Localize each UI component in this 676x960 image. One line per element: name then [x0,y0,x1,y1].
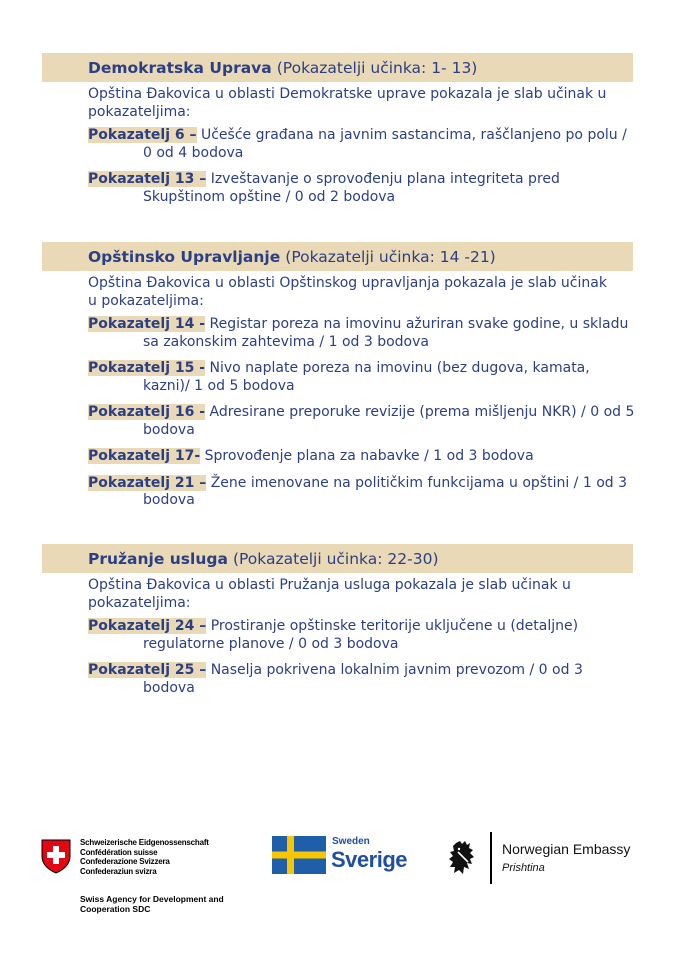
indicator-item [88,662,638,697]
section-subtitle: (Pokazatelji učinka: 1- 13) [276,58,478,77]
section-service-delivery [42,544,633,697]
section-title: Pružanje usluga [88,549,228,568]
sverige-text: Sverige [331,847,407,872]
section-intro: Opština Đakovica u oblasti Opštinskog upravljanja pokazala je slab učinak u pokazateljima: [88,275,607,309]
indicator-item [88,618,638,653]
indicator-text: Nivo naplate poreza na imovinu (bez dugova, kamata, kazni)/ 1 od 5 bodova [143,360,590,394]
divider [490,832,492,884]
indicator-text: Žene imenovane na političkim funkcijama u opštini / 1 od 3 bodova [143,474,628,508]
swiss-line: Confédération suisse [80,847,158,857]
indicator-item [88,316,638,351]
section-title: Opštinsko Upravljanje [88,247,281,266]
indicator-label: Pokazatelj 16 - [88,404,206,420]
indicator-item [88,171,638,206]
indicator-text: Adresirane preporuke revizije (prema mišljenju NKR) / 0 od 5 bodova [143,404,635,438]
section-municipal-management [42,242,633,510]
indicator-text: Naselja pokrivena lokalnim javnim prevozom / 0 od 3 bodova [143,662,583,696]
swiss-line: Confederaziun svizra [80,866,157,876]
indicator-label: Pokazatelj 14 - [88,316,206,332]
norwegian-embassy-text: Norwegian Embassy [502,841,631,857]
swiss-agency-text: Swiss Agency for Development and Cooperation SDC [80,894,224,914]
section-subtitle: (Pokazatelji učinka: 22-30) [232,549,439,568]
indicator-label: Pokazatelj 24 – [88,618,207,634]
indicator-text: Prostiranje opštinske teritorije uključene u (detaljne) regulatorne planove / 0 od 3 bodova [143,618,579,652]
swiss-cross-shield-icon [40,838,72,874]
norwegian-lion-crest-icon [448,840,478,876]
section-title: Demokratska Uprava [88,58,272,77]
indicator-label: Pokazatelj 6 – [88,127,197,143]
indicator-text: Sprovođenje plana za nabavke / 1 od 3 bodova [200,448,534,464]
section-subtitle: (Pokazatelji učinka: 14 -21) [285,247,496,266]
section-intro: Opština Đakovica u oblasti Pružanja usluga pokazala je slab učinak u pokazateljima: [88,577,571,611]
section-heading [42,53,633,82]
indicator-item [88,127,638,162]
indicator-item [88,404,638,439]
indicator-label: Pokazatelj 25 – [88,662,207,678]
sweden-english-text: Sweden [332,836,370,847]
section-intro: Opština Đakovica u oblasti Demokratske uprave pokazala je slab učinak u pokazateljima: [88,86,607,120]
section-democratic-governance [42,53,633,206]
section-heading [42,544,633,573]
swiss-confederation-text [80,838,209,876]
swedish-flag-icon [272,836,326,874]
indicator-label: Pokazatelj 13 – [88,171,207,187]
section-heading [42,242,633,271]
sponsor-logos [0,828,676,928]
indicator-item [88,475,638,510]
indicator-text: Izveštavanje o sprovođenju plana integriteta pred Skupštinom opštine / 0 od 2 bodova [143,171,560,205]
swiss-line: Confederazione Svizzera [80,857,170,866]
indicator-label: Pokazatelj 17- [88,448,201,464]
indicator-text: Registar poreza na imovinu ažuriran svake godine, u skladu sa zakonskim zahtevima / 1 od 3 bodova [143,316,629,350]
swiss-line: Schweizerische Eidgenossenschaft [80,838,209,847]
indicator-item [88,448,638,466]
indicator-text: Učešće građana na javnim sastancima, raščlanjeno po polu / 0 od 4 bodova [143,127,627,161]
prishtina-text: Prishtina [502,862,545,874]
indicator-label: Pokazatelj 21 – [88,474,207,491]
indicator-item [88,360,638,395]
indicator-label: Pokazatelj 15 - [88,360,206,376]
